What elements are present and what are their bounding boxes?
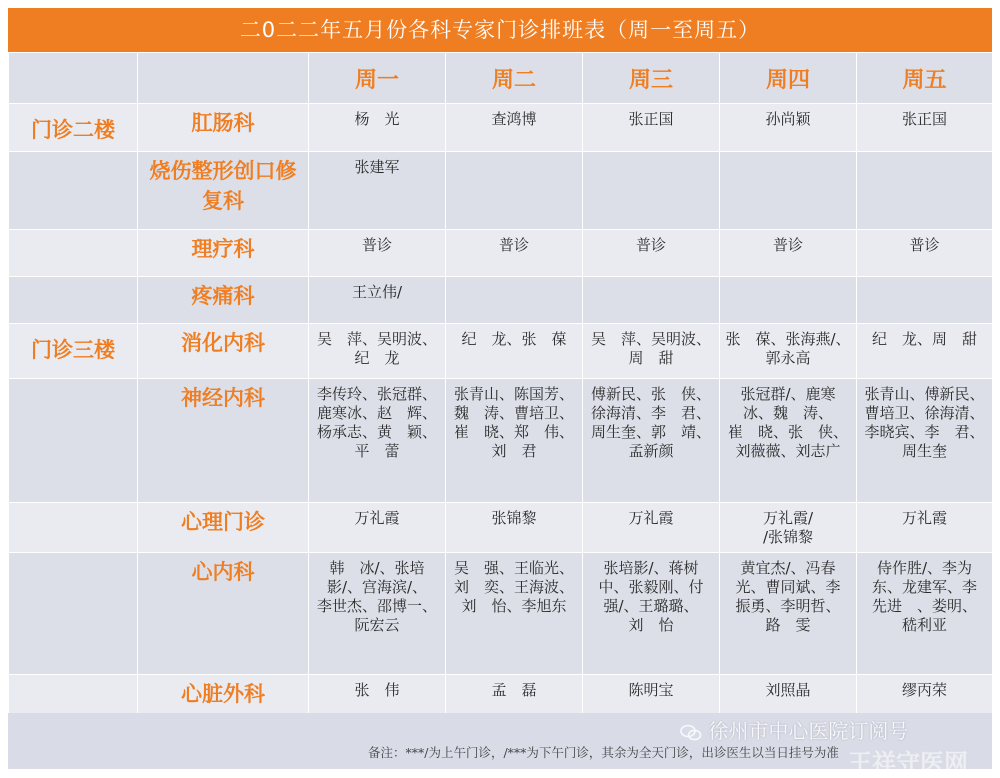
schedule-cell [857,277,993,324]
floor-label: 门诊二楼 [9,104,138,152]
dept-label: 疼痛科 [138,277,309,324]
schedule-cell: 普诊 [446,230,583,277]
schedule-cell: 张青山、傅新民、 曹培卫、徐海清、 李晓宾、李 君、 周生奎 [857,379,993,503]
dept-label: 理疗科 [138,230,309,277]
schedule-cell: 杨 光 [309,104,446,152]
schedule-cell: 张正国 [857,104,993,152]
table-row [9,324,993,379]
schedule-cell: 万礼霞 [857,503,993,553]
schedule-cell [446,152,583,230]
floor-label [9,379,138,503]
schedule-cell: 普诊 [720,230,857,277]
floor-label [9,553,138,675]
schedule-cell [446,277,583,324]
schedule-cell: 普诊 [857,230,993,277]
schedule-sheet [8,8,992,777]
schedule-cell [583,277,720,324]
schedule-cell: 侍作胜/、李为 东、龙建军、李 先进 、娄明、 嵇利亚 [857,553,993,675]
watermark-secondary: 王祥守医网 [848,749,968,777]
table-row [9,104,993,152]
dept-label: 心理门诊 [138,503,309,553]
schedule-cell: 张冠群/、鹿寒 冰、魏 涛、 崔 晓、张 侠、 刘薇薇、刘志广 [720,379,857,503]
table-row [9,503,993,553]
dept-label: 烧伤整形创口修复科 [138,152,309,230]
header-row [9,53,993,104]
watermark-text: 徐州市中心医院订阅号 [708,719,909,743]
schedule-cell: 万礼霞 [583,503,720,553]
schedule-cell: 孙尚颖 [720,104,857,152]
schedule-cell: 张 伟 [309,675,446,720]
schedule-cell: 张培影/、蒋树 中、张毅刚、付 强/、王璐璐、 刘 怡 [583,553,720,675]
schedule-cell: 纪 龙、张 葆 [446,324,583,379]
schedule-cell: 普诊 [309,230,446,277]
schedule-cell [583,152,720,230]
footer-note: 备注：***/为上午门诊，/***为下午门诊，其余为全天门诊，出诊医生以当日挂号为准 [368,745,839,760]
schedule-cell: 万礼霞 [309,503,446,553]
schedule-cell: 刘照晶 [720,675,857,720]
schedule-cell: 纪 龙、周 甜 [857,324,993,379]
schedule-cell: 李传玲、张冠群、 鹿寒冰、赵 辉、 杨承志、黄 颖、 平 蕾 [309,379,446,503]
wechat-icon [680,724,702,742]
table-row [9,152,993,230]
table-row [9,277,993,324]
table-row [9,230,993,277]
day-tuesday: 周二 [446,53,583,104]
dept-label: 消化内科 [138,324,309,379]
schedule-cell [720,277,857,324]
schedule-cell: 普诊 [583,230,720,277]
day-monday: 周一 [309,53,446,104]
schedule-cell: 韩 冰/、张培 影/、宫海滨/、 李世杰、邵博一、 阮宏云 [309,553,446,675]
schedule-cell: 黄宜杰/、冯春 光、曹同斌、李 振勇、李明哲、 路 雯 [720,553,857,675]
floor-label [9,152,138,230]
floor-label [9,277,138,324]
table-row [9,379,993,503]
schedule-cell: 傅新民、张 侠、 徐海清、李 君、 周生奎、郭 靖、 孟新颜 [583,379,720,503]
watermark [680,715,908,744]
page-title: 二0二二年五月份各科专家门诊排班表（周一至周五） [8,8,992,52]
header-floor-blank [9,53,138,104]
schedule-cell: 陈明宝 [583,675,720,720]
schedule-cell: 吴 强、王临光、 刘 奕、王海波、 刘 怡、李旭东 [446,553,583,675]
schedule-cell: 王立伟/ [309,277,446,324]
table-row [9,553,993,675]
schedule-cell: 孟 磊 [446,675,583,720]
schedule-cell: 张锦黎 [446,503,583,553]
dept-label: 心内科 [138,553,309,675]
schedule-table [8,52,993,720]
schedule-cell: 张正国 [583,104,720,152]
schedule-cell [720,152,857,230]
schedule-cell: 张青山、陈国芳、 魏 涛、曹培卫、 崔 晓、郑 伟、 刘 君 [446,379,583,503]
schedule-cell: 缪丙荣 [857,675,993,720]
schedule-cell: 吴 萍、吴明波、 周 甜 [583,324,720,379]
day-friday: 周五 [857,53,993,104]
day-wednesday: 周三 [583,53,720,104]
floor-label [9,503,138,553]
schedule-cell [857,152,993,230]
dept-label: 神经内科 [138,379,309,503]
schedule-cell: 万礼霞/ /张锦黎 [720,503,857,553]
footer [8,713,992,777]
schedule-cell: 吴 萍、吴明波、 纪 龙 [309,324,446,379]
day-thursday: 周四 [720,53,857,104]
floor-label: 门诊三楼 [9,324,138,379]
schedule-cell: 张建军 [309,152,446,230]
dept-label: 心脏外科 [138,675,309,720]
floor-label [9,230,138,277]
header-dept-blank [138,53,309,104]
dept-label: 肛肠科 [138,104,309,152]
schedule-cell: 张 葆、张海燕/、 郭永高 [720,324,857,379]
schedule-cell: 查鸿博 [446,104,583,152]
